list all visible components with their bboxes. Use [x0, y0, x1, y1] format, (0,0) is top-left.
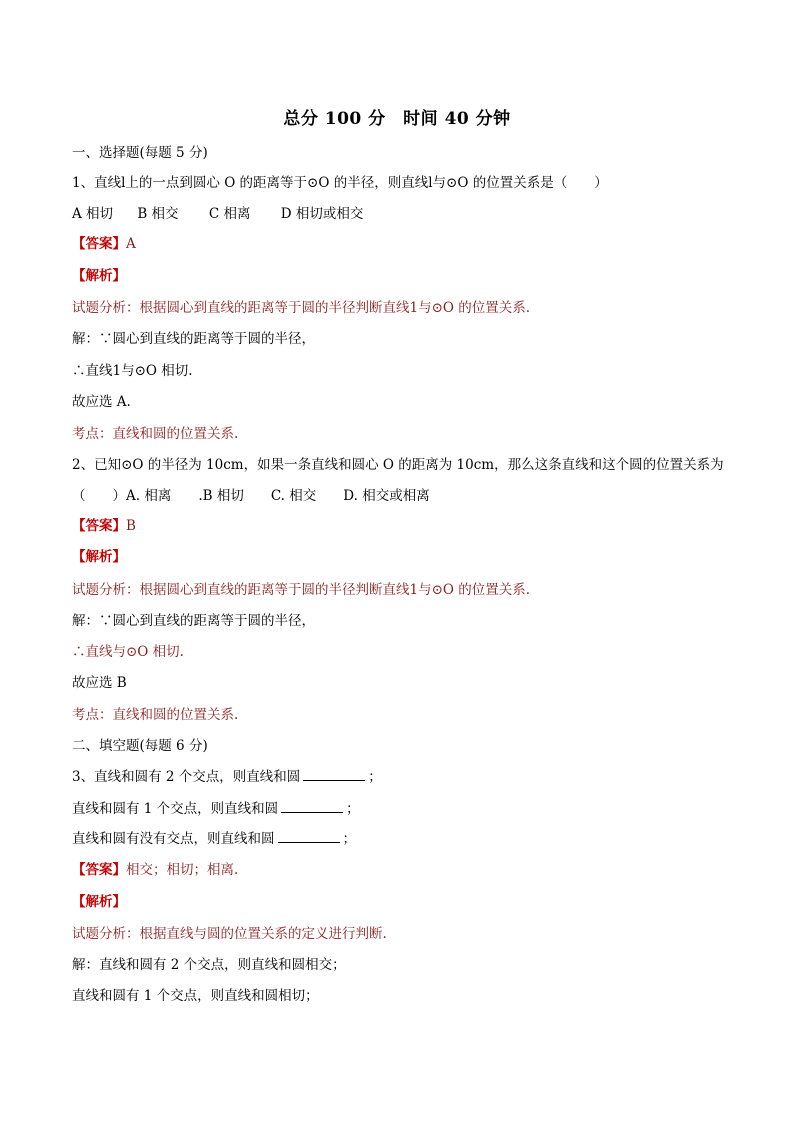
question-3-line-3-text: 直线和圆有没有交点，则直线和圆: [72, 831, 275, 847]
page-title: 总分 100 分 时间 40 分钟: [283, 109, 511, 129]
question-3-line-1-text: 3、直线和圆有 2 个交点，则直线和圆: [72, 769, 301, 785]
question-1-solution-2: ∴直线1与⊙O 相切.: [72, 363, 193, 379]
question-2-analysis-tag: 【解析】: [72, 549, 126, 565]
question-1-answer: [72, 234, 136, 254]
question-1-analysis: 试题分析：根据圆心到直线的距离等于圆的半径判断直线1与⊙O 的位置关系.: [72, 300, 531, 316]
answer-tag: 【答案】: [72, 518, 126, 534]
question-2-stem: 2、已知⊙O 的半径为 10cm，如果一条直线和圆心 O 的距离为 10cm，那么这条直线和这个圆的位置关系为: [72, 457, 724, 473]
question-1-stem: 1、直线l上的一点到圆心 O 的距离等于⊙O 的半径，则直线l与⊙O 的位置关系是（ ）: [72, 175, 608, 191]
answer-blank-2[interactable]: [281, 799, 343, 813]
question-3-line-1: [72, 767, 382, 787]
option-b: B 相交: [137, 206, 179, 222]
question-1-analysis-tag: 【解析】: [72, 268, 126, 284]
section-heading-choice: 一、选择题(每题 5 分): [72, 145, 208, 161]
question-2-solution-1: 解：∵圆心到直线的距离等于圆的半径，: [72, 613, 315, 629]
option-d: D 相切或相交: [280, 206, 364, 222]
question-2-analysis: 试题分析：根据圆心到直线的距离等于圆的半径判断直线1与⊙O 的位置关系.: [72, 582, 531, 598]
question-3-line-3: [72, 829, 356, 849]
question-3-analysis: 试题分析：根据直线与圆的位置关系的定义进行判断.: [72, 926, 387, 942]
question-3-solution-2: 直线和圆有 1 个交点，则直线和圆相切；: [72, 988, 319, 1004]
question-2-options: （ ）A. 相离 .B 相切 C. 相交 D. 相交或相离: [72, 488, 430, 504]
answer-tag: 【答案】: [72, 236, 126, 252]
question-2-solution-2: ∴直线与⊙O 相切.: [72, 644, 184, 660]
option-a: A 相切: [72, 206, 114, 222]
question-3-analysis-tag: 【解析】: [72, 894, 126, 910]
question-3-solution-1: 解：直线和圆有 2 个交点，则直线和圆相交；: [72, 957, 346, 973]
section-heading-fill: 二、填空题(每题 6 分): [72, 738, 208, 754]
question-3-line-1-end: ；: [368, 769, 382, 785]
answer-blank-1[interactable]: [303, 767, 365, 781]
question-2-point: 考点：直线和圆的位置关系.: [72, 707, 239, 723]
question-3-answer: [72, 860, 238, 880]
answer-blank-3[interactable]: [278, 829, 340, 843]
option-c: C 相离: [208, 206, 251, 222]
question-1-point: 考点：直线和圆的位置关系.: [72, 426, 239, 442]
question-1-solution-1: 解：∵圆心到直线的距离等于圆的半径，: [72, 331, 315, 347]
question-3-line-2-end: ；: [346, 801, 360, 817]
answer-value: B: [126, 518, 136, 534]
question-3-line-2: [72, 799, 360, 819]
question-2-conclusion: 故应选 B: [72, 675, 127, 691]
question-1-options: [72, 204, 363, 224]
question-2-answer: [72, 516, 136, 536]
answer-tag: 【答案】: [72, 862, 126, 878]
answer-value: 相交；相切；相离.: [126, 862, 239, 878]
answer-value: A: [126, 236, 136, 252]
question-3-line-2-text: 直线和圆有 1 个交点，则直线和圆: [72, 801, 279, 817]
question-3-line-3-end: ；: [342, 831, 356, 847]
question-1-conclusion: 故应选 A.: [72, 394, 131, 410]
